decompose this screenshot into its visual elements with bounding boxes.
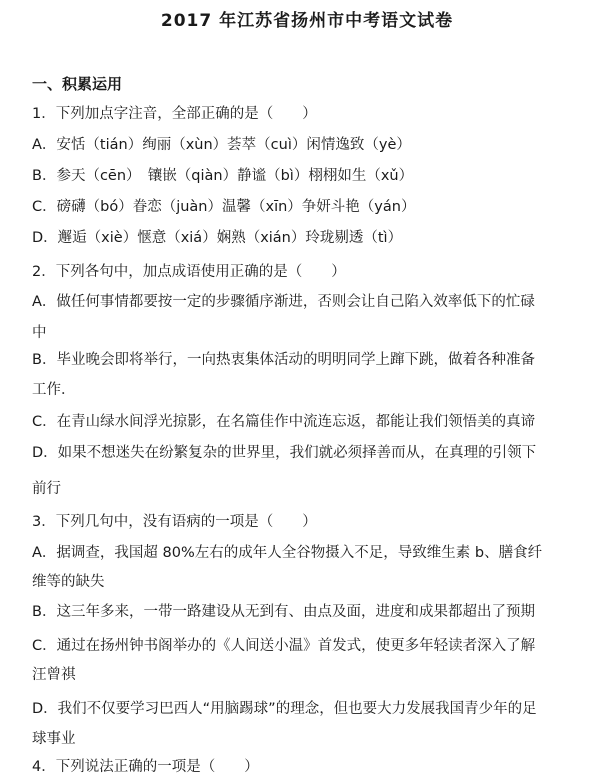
question-2-option-b: B．毕业晚会即将举行，一向热衷集体活动的明明同学上蹿下跳，做着各种准备: [32, 352, 535, 368]
question-2-option-d: D．如果不想迷失在纷繁复杂的世界里，我们就必须择善而从，在真理的引领下: [32, 445, 537, 461]
question-3-option-d: D．我们不仅要学习巴西人“用脑踢球”的理念，但也要大力发展我国青少年的足: [32, 701, 537, 717]
question-3-option-d-cont: 球事业: [32, 731, 76, 747]
question-3-stem: 3．下列几句中，没有语病的一项是（ ）: [32, 514, 317, 530]
question-2-stem: 2．下列各句中，加点成语使用正确的是（ ）: [32, 264, 346, 280]
question-3-option-c: C．通过在扬州钟书阁举办的《人间送小温》首发式，使更多年轻读者深入了解: [32, 638, 536, 654]
question-4-stem: 4．下列说法正确的一项是（ ）: [32, 759, 259, 775]
question-2-option-d-cont: 前行: [32, 481, 61, 497]
question-3-option-a: A．据调查，我国超 80%左右的成年人全谷物摄入不足，导致维生素 b、膳食纤: [32, 545, 543, 561]
question-2-option-a: A．做任何事情都要按一定的步骤循序渐进，否则会让自己陷入效率低下的忙碌: [32, 294, 535, 310]
question-2-option-b-cont: 工作．: [32, 382, 76, 398]
question-1-option-d: D．邂逅（xiè）惬意（xiá）娴熟（xián）玲珑剔透（tì）: [32, 230, 403, 246]
section-heading: 一、积累运用: [32, 75, 123, 93]
question-3-option-c-cont: 汪曾祺: [32, 667, 76, 683]
exam-title: 2017 年江苏省扬州市中考语文试卷: [160, 11, 454, 31]
question-3-option-a-cont: 维等的缺失: [32, 574, 105, 590]
question-2-option-c: C．在青山绿水间浮光掠影，在名篇佳作中流连忘返，都能让我们领悟美的真谛: [32, 414, 536, 430]
question-2-option-a-cont: 中: [32, 325, 47, 341]
question-1-option-a: A．安恬（tián）绚丽（xùn）荟萃（cuì）闲情逸致（yè）: [32, 137, 411, 153]
question-1-option-b: B．参天（cēn） 镶嵌（qiàn）静谧（bì）栩栩如生（xǔ）: [32, 168, 414, 184]
question-1-option-c: C．磅礴（bó）眷恋（juàn）温馨（xīn）争妍斗艳（yán）: [32, 199, 416, 215]
question-1-stem: 1．下列加点字注音，全部正确的是（ ）: [32, 106, 317, 122]
question-3-option-b: B．这三年多来，一带一路建设从无到有、由点及面，进度和成果都超出了预期: [32, 604, 535, 620]
